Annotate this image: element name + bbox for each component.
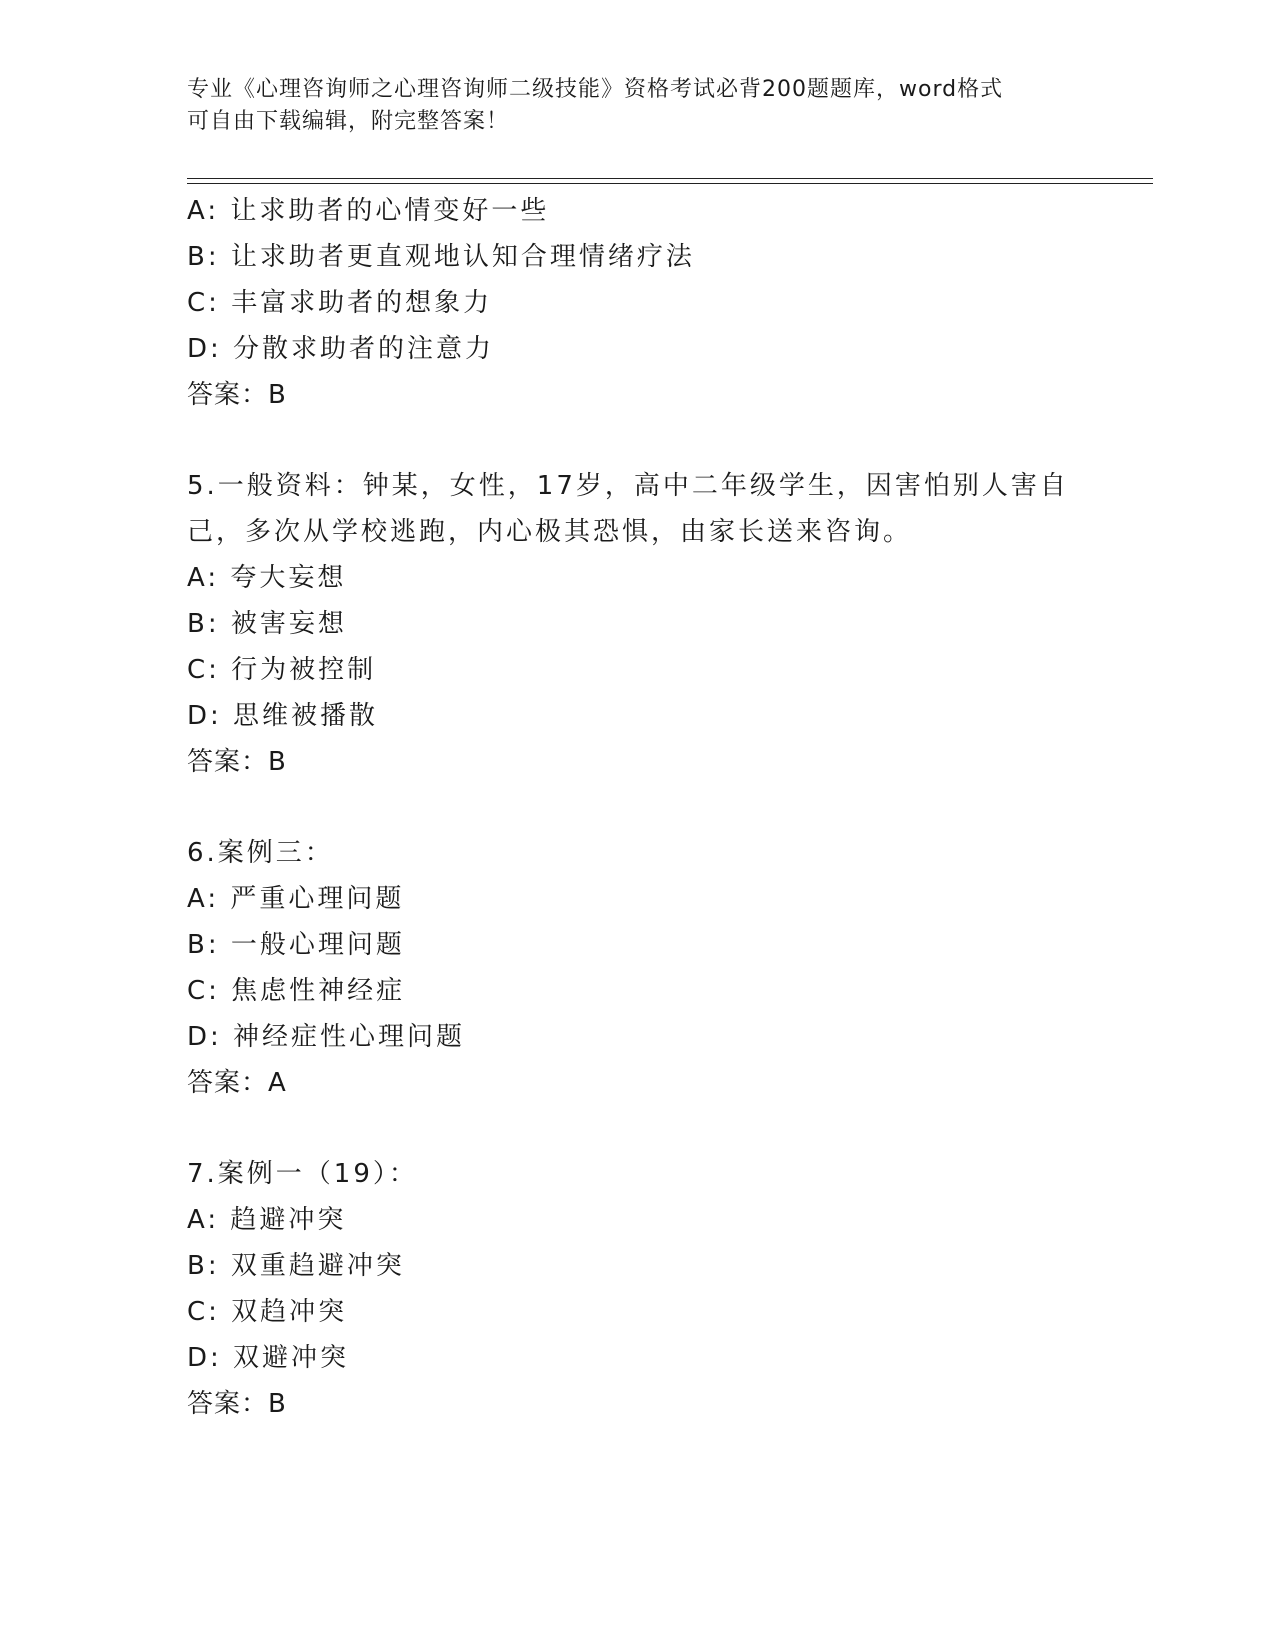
question-4 [187, 188, 1087, 418]
option-d: D: 思维被播散 [187, 701, 379, 731]
answer: 答案：B [187, 747, 287, 777]
question-list [187, 188, 1087, 1427]
option-a: A: 严重心理问题 [187, 884, 405, 914]
option-c: C: 双趋冲突 [187, 1297, 348, 1327]
option-d: D: 双避冲突 [187, 1343, 350, 1373]
option-d: D: 分散求助者的注意力 [187, 334, 495, 364]
header-divider-top [187, 178, 1153, 179]
header-line-1: 专业《心理咨询师之心理咨询师二级技能》资格考试必背200题题库，word格式 [187, 77, 1004, 102]
answer: 答案：B [187, 1389, 287, 1419]
question-stem-line-1: 5.一般资料：钟某，女性，17岁，高中二年级学生，因害怕别人害自 [187, 471, 1069, 501]
document-header [187, 74, 1067, 138]
question-stem-line-1: 7.案例一（19）： [187, 1159, 418, 1189]
header-line-2: 可自由下载编辑，附完整答案！ [187, 109, 510, 134]
option-a: A: 让求助者的心情变好一些 [187, 196, 550, 226]
answer: 答案：A [187, 1068, 287, 1098]
header-divider-bottom [187, 183, 1153, 184]
option-b: B: 一般心理问题 [187, 930, 405, 960]
question-5 [187, 463, 1087, 785]
option-c: C: 丰富求助者的想象力 [187, 288, 493, 318]
answer: 答案：B [187, 380, 287, 410]
question-stem-line-2: 己，多次从学校逃跑，内心极其恐惧，由家长送来咨询。 [187, 517, 913, 547]
option-c: C: 焦虑性神经症 [187, 976, 406, 1006]
option-b: B: 双重趋避冲突 [187, 1251, 405, 1281]
option-b: B: 被害妄想 [187, 609, 347, 639]
option-c: C: 行为被控制 [187, 655, 377, 685]
question-6 [187, 830, 1087, 1106]
option-a: A: 夸大妄想 [187, 563, 347, 593]
option-a: A: 趋避冲突 [187, 1205, 347, 1235]
option-b: B: 让求助者更直观地认知合理情绪疗法 [187, 242, 695, 272]
option-d: D: 神经症性心理问题 [187, 1022, 466, 1052]
question-stem-line-1: 6.案例三： [187, 838, 334, 868]
question-7 [187, 1151, 1087, 1427]
